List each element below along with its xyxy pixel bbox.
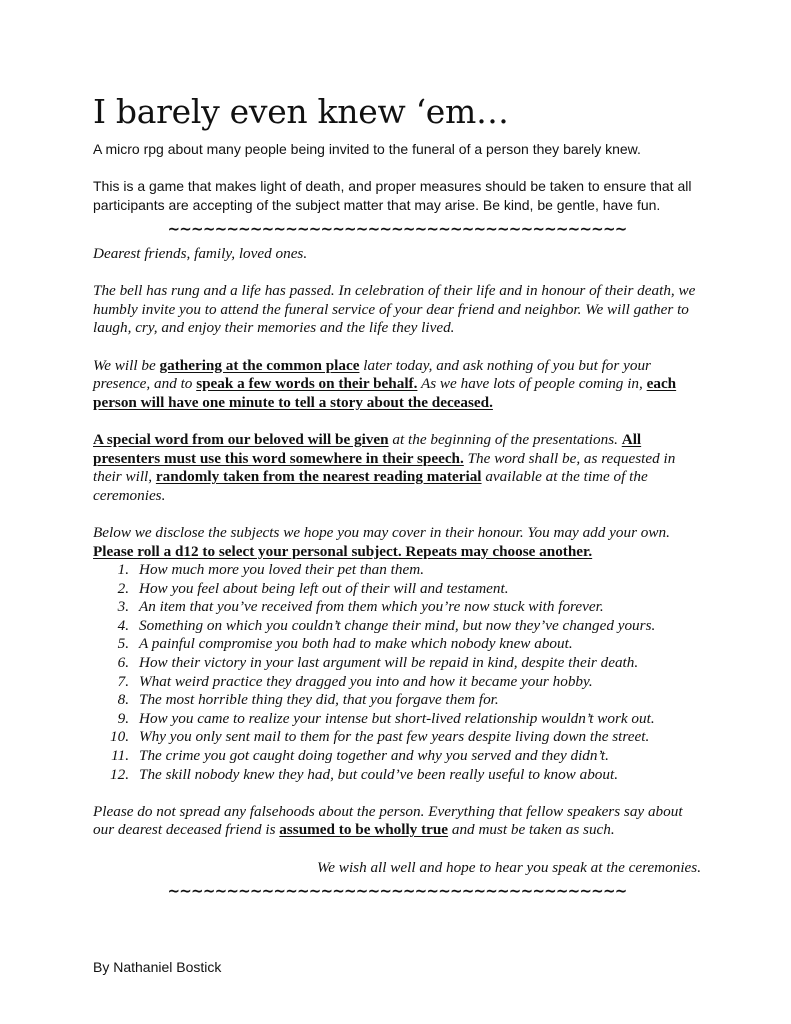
list-item-number: 11. — [111, 747, 129, 765]
subtitle: A micro rpg about many people being invited to the funeral of a person they barely knew. — [93, 141, 641, 157]
p5-emphasis-wholly-true: assumed to be wholly true — [279, 821, 449, 839]
list-item — [93, 766, 701, 785]
list-item-text: How you feel about being left out of their will and testament. — [139, 579, 509, 597]
list-item-number: 12. — [110, 765, 129, 783]
list-item-text: An item that you’ve received from them which you’re now stuck with forever. — [139, 598, 604, 616]
list-item-text: How much more you loved their pet than them. — [139, 561, 424, 579]
roll-instruction — [93, 543, 701, 562]
list-item-text: What weird practice they dragged you into and how it became your hobby. — [139, 672, 593, 690]
p2-text-c: later today, and ask nothing of you but for your presence, and to — [93, 356, 651, 393]
letter-paragraph-1: The bell has rung and a life has passed. In celebration of their life and in honour of their death, we humbly invite you to attend the funeral service of your dear friend and neighbor. We will gather to laugh, cry, and enjoy their memories and the life they lived. — [93, 282, 696, 337]
list-item-text: How you came to realize your intense but short-lived relationship wouldn’t work out. — [139, 709, 655, 727]
list-item-text: The most horrible thing they did, that you forgave them for. — [139, 691, 499, 709]
list-item-number: 4. — [117, 616, 129, 634]
invitation-letter — [93, 245, 701, 877]
list-item-number: 7. — [117, 672, 129, 690]
list-item-number: 5. — [117, 635, 129, 653]
p3-text-b: at the beginning of the presentations. — [388, 430, 622, 448]
list-item-number: 9. — [117, 709, 129, 727]
list-item — [93, 728, 701, 747]
letter-paragraph-5 — [93, 803, 701, 840]
list-item — [93, 635, 701, 654]
p3-emphasis-special-word: A special word from our beloved will be given — [93, 430, 389, 448]
list-item — [93, 747, 701, 766]
list-item — [93, 673, 701, 692]
list-item-number: 1. — [117, 561, 129, 579]
letter-paragraph-3 — [93, 431, 701, 505]
author-byline: By Nathaniel Bostick — [93, 959, 222, 975]
p2-emphasis-speak: speak a few words on their behalf. — [196, 375, 418, 393]
p4-emphasis-roll-d12: Please roll a d12 to select your personal subject. Repeats may choose another. — [93, 542, 593, 560]
p2-emphasis-gathering: gathering at the common place — [159, 356, 360, 374]
p5-text-c: and must be taken as such. — [448, 821, 615, 839]
divider-bottom: ~~~~~~~~~~~~~~~~~~~~~~~~~~~~~~~~~~~~~~~ — [167, 882, 627, 901]
document-page — [93, 92, 701, 901]
list-item — [93, 561, 701, 580]
list-item — [93, 654, 701, 673]
list-item — [93, 598, 701, 617]
p3-emphasis-reading-material: randomly taken from the nearest reading material — [155, 468, 482, 486]
list-item-text: The skill nobody knew they had, but could’ve been really useful to know about. — [139, 765, 618, 783]
list-item-number: 10. — [110, 728, 129, 746]
list-item — [93, 580, 701, 599]
p2-text-a: We will be — [93, 356, 160, 374]
list-item-text: The crime you got caught doing together and why you served and they didn’t. — [139, 747, 609, 765]
p3-text-f: available at the time of the ceremonies. — [93, 468, 648, 504]
list-item-number: 8. — [117, 691, 129, 709]
p3-emphasis-use-word: All presenters must use this word somewhere in their speech. — [93, 430, 642, 467]
list-item-text: How their victory in your last argument will be repaid in kind, despite their death. — [139, 654, 639, 672]
p5-text-a: Please do not spread any falsehoods about the person. Everything that fellow speakers say about our dearest deceased friend is — [93, 802, 683, 839]
content-warning: This is a game that makes light of death, and proper measures should be taken to ensure that all participants are accepting of the subject matter that may arise. Be kind, be gentle, have fun. — [93, 178, 692, 213]
list-item-number: 3. — [117, 598, 129, 616]
p2-text-e: As we have lots of people coming in, — [417, 375, 647, 393]
letter-paragraph-2 — [93, 357, 701, 413]
subject-list — [93, 561, 701, 784]
list-item-text: Why you only sent mail to them for the past few years despite living down the street. — [139, 728, 650, 746]
divider-top: ~~~~~~~~~~~~~~~~~~~~~~~~~~~~~~~~~~~~~~~ — [167, 220, 627, 238]
letter-greeting: Dearest friends, family, loved ones. — [93, 245, 308, 262]
letter-closing: We wish all well and hope to hear you speak at the ceremonies. — [317, 858, 701, 876]
list-item-number: 2. — [117, 579, 129, 597]
p2-emphasis-one-minute: each person will have one minute to tell a story about the deceased. — [93, 375, 677, 411]
list-item-text: Something on which you couldn’t change their mind, but now they’ve changed yours. — [139, 616, 656, 634]
list-item — [93, 691, 701, 710]
list-item — [93, 617, 701, 636]
list-item-number: 6. — [117, 654, 129, 672]
p3-text-d: The word shall be, as requested in their will, — [93, 449, 676, 486]
letter-paragraph-4: Below we disclose the subjects we hope you may cover in their honour. You may add your own. — [93, 523, 670, 541]
list-item — [93, 710, 701, 729]
list-item-text: A painful compromise you both had to make which nobody knew about. — [139, 635, 573, 653]
page-title: I barely even knew ‘em… — [93, 92, 509, 131]
